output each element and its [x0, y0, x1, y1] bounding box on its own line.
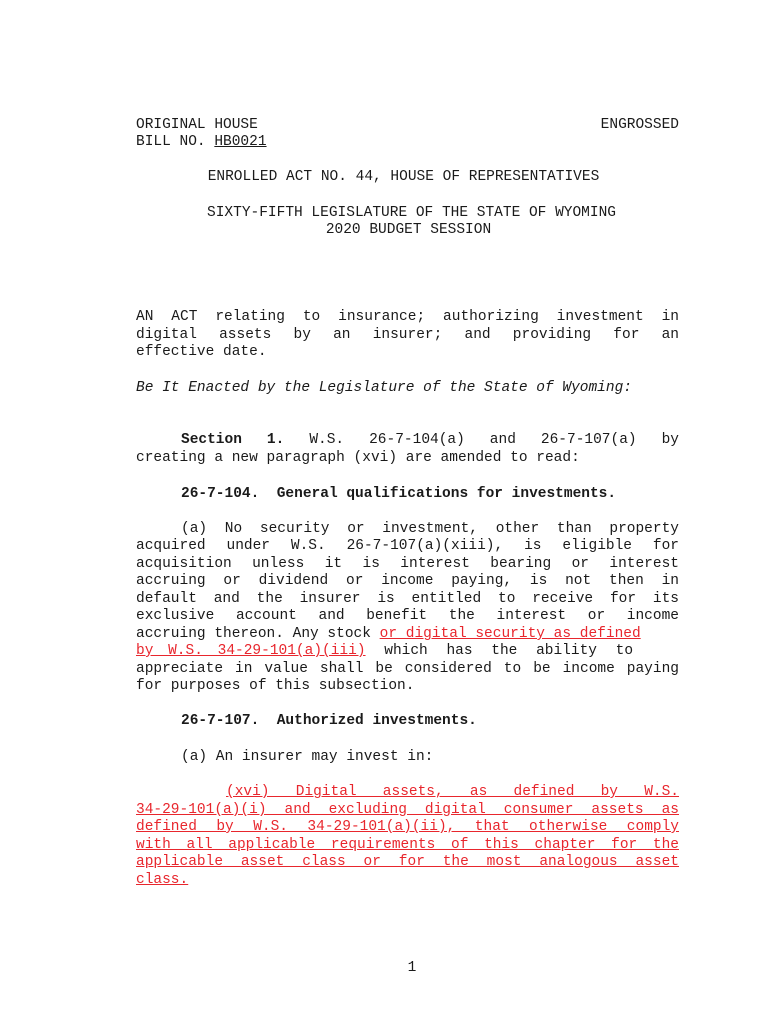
section-104-line-7-plain: accruing thereon. Any stock	[136, 626, 380, 642]
inserted-paragraph-xvi-line-4: with all applicable requirements of this chapter for the	[136, 837, 679, 853]
section-107-subsection-a: (a) An insurer may invest in:	[181, 749, 434, 765]
engrossed-label: ENGROSSED	[600, 117, 679, 133]
page-number: 1	[407, 960, 417, 976]
section-1-label: Section 1.	[181, 432, 285, 448]
inserted-paragraph-xvi-line-1: (xvi) Digital assets, as defined by W.S.	[226, 784, 679, 800]
section-104-number: 26-7-104.	[181, 486, 260, 502]
session-title: 2020 BUDGET SESSION	[325, 222, 492, 238]
section-104-line-2: acquired under W.S. 26-7-107(a)(xiii), is eligible for	[136, 538, 679, 554]
inserted-paragraph-xvi-line-6: class.	[136, 872, 189, 888]
section-1-line-1	[136, 432, 679, 450]
section-104-line-6: exclusive account and benefit the interest or income	[136, 608, 679, 624]
document-page	[136, 0, 679, 1024]
section-104-line-10: for purposes of this subsection.	[136, 678, 415, 694]
section-104-line-1: (a) No security or investment, other than property	[181, 521, 679, 537]
section-104-line-9: appreciate in value shall be considered to be income paying	[136, 661, 679, 677]
bill-no-value: HB0021	[214, 134, 267, 150]
bill-number	[136, 134, 679, 152]
section-104-line-3: acquisition unless it is interest bearing or interest	[136, 556, 679, 572]
section-104-line-7	[136, 626, 679, 644]
inserted-paragraph-xvi-line-5: applicable asset class or for the most analogous asset	[136, 854, 679, 870]
original-house-label: ORIGINAL HOUSE	[136, 117, 258, 133]
section-104-line-5: default and the insurer is entitled to receive for its	[136, 591, 679, 607]
inserted-paragraph-xvi-line-2: 34-29-101(a)(i) and excluding digital consumer assets as	[136, 802, 679, 818]
section-104-heading	[136, 486, 724, 504]
section-104-line-8	[136, 643, 679, 661]
enrolled-act-title: ENROLLED ACT NO. 44, HOUSE OF REPRESENTATIVES	[207, 169, 600, 185]
section-107-number: 26-7-107.	[181, 713, 260, 729]
section-104-line-8-plain: which has the ability to	[365, 643, 634, 659]
inserted-paragraph-xvi-line-3: defined by W.S. 34-29-101(a)(ii), that otherwise comply	[136, 819, 679, 835]
section-1-line-1-text: W.S. 26-7-104(a) and 26-7-107(a) by	[309, 432, 680, 448]
bill-no-label: BILL NO.	[136, 134, 206, 150]
section-104-line-4: accruing or dividend or income paying, is not then in	[136, 573, 679, 589]
legislature-title: SIXTY-FIFTH LEGISLATURE OF THE STATE OF WYOMING	[207, 205, 616, 221]
inserted-text-ws-reference: by W.S. 34-29-101(a)(iii)	[136, 643, 366, 659]
act-title-line-3: effective date.	[136, 344, 267, 360]
section-107-heading	[136, 713, 724, 731]
section-107-title: Authorized investments.	[276, 713, 477, 729]
inserted-text-digital-security: or digital security as defined	[379, 626, 641, 642]
act-title-line-1: AN ACT relating to insurance; authorizing investment in	[136, 309, 679, 325]
section-104-title: General qualifications for investments.	[276, 486, 617, 502]
act-title-line-2: digital assets by an insurer; and providing for an	[136, 327, 679, 343]
enacting-clause: Be It Enacted by the Legislature of the State of Wyoming:	[136, 380, 632, 396]
section-1-line-2: creating a new paragraph (xvi) are amended to read:	[136, 450, 580, 466]
